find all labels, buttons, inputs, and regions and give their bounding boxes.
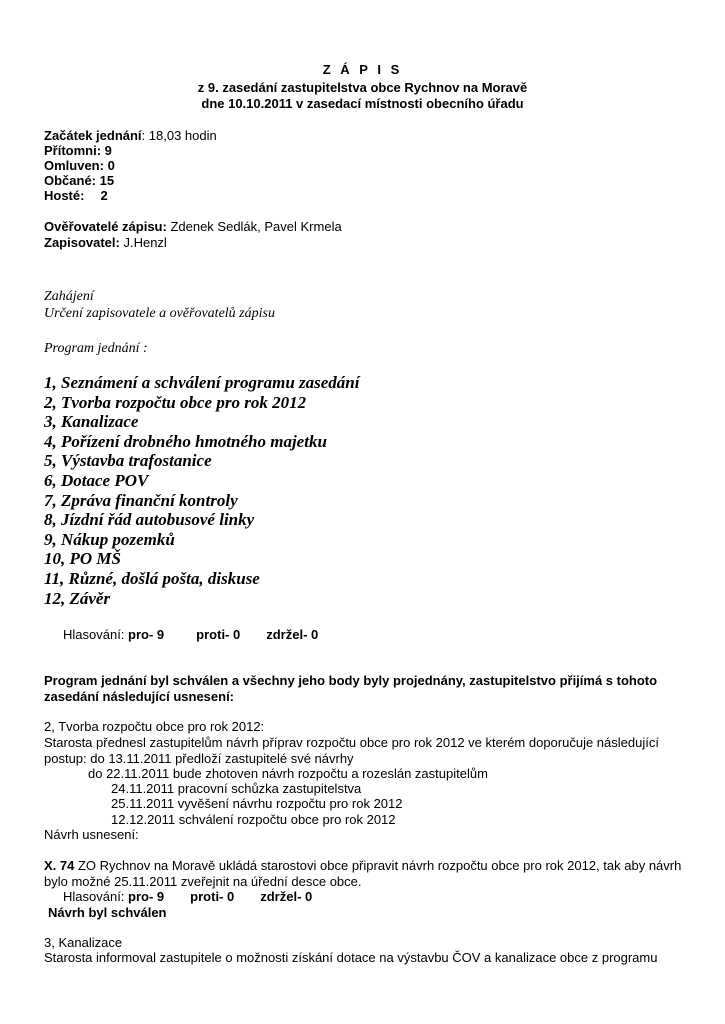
opening-label: Zahájení <box>44 289 94 304</box>
document-date-line: dne 10.10.2011 v zasedací místnosti obecního úřadu <box>201 96 524 111</box>
item3-heading: 3, Kanalizace <box>44 935 123 950</box>
document-title: Z Á P I S <box>322 62 403 77</box>
citizens-count: Občané: 15 <box>44 173 115 188</box>
recorder-value: J.Henzl <box>119 235 167 250</box>
guests-label: Hosté: <box>44 188 85 203</box>
program-item: 5, Výstavba trafostanice <box>44 451 212 471</box>
resolution-approved: Návrh byl schválen <box>48 905 167 920</box>
verifiers-label: Ověřovatelé zápisu: <box>44 219 167 234</box>
program-item: 2, Tvorba rozpočtu obce pro rok 2012 <box>44 392 307 412</box>
start-label: Začátek jednání <box>44 128 142 143</box>
program-item: 4, Pořízení drobného hmotného majetku <box>44 431 327 451</box>
present-count: Přítomni: 9 <box>44 143 112 158</box>
program-item: 6, Dotace POV <box>44 470 149 490</box>
item2-step: 25.11.2011 vyvěšení návrhu rozpočtu pro rok 2012 <box>111 796 403 811</box>
meeting-start <box>44 128 217 143</box>
program-item: 8, Jízdní řád autobusové linky <box>44 510 255 530</box>
resolution-body: ZO Rychnov na Moravě ukládá starostovi obce připravit návrh rozpočtu obce pro rok 2012, tak aby návrh bylo možné 25.11.2011 zveřejnit na úřední desce obce. <box>44 858 682 889</box>
vote-zdrzel: zdržel- 0 <box>260 889 313 904</box>
item2-step: do 22.11.2011 bude zhotoven návrh rozpočtu a rozeslán zastupitelům <box>88 766 488 781</box>
program-item: 11, Různé, došlá pošta, diskuse <box>44 568 260 588</box>
resolution-text <box>44 858 684 889</box>
vote-pro: pro- 9 <box>128 627 165 642</box>
item2-heading: 2, Tvorba rozpočtu obce pro rok 2012: <box>44 719 265 734</box>
start-value: : 18,03 hodin <box>141 128 217 143</box>
vote-label: Hlasování: <box>63 889 129 904</box>
program-label: Program jednání : <box>44 341 148 356</box>
designation-label: Určení zapisovatele a ověřovatelů zápisu <box>44 306 275 321</box>
program-item: 1, Seznámení a schválení programu zasedání <box>44 373 360 392</box>
program-item: 10, PO MŠ <box>44 549 121 569</box>
item2-step: 24.11.2011 pracovní schůzka zastupitelstva <box>111 781 362 796</box>
verifiers-value: Zdenek Sedlák, Pavel Krmela <box>166 219 342 234</box>
verifiers <box>44 219 342 234</box>
guests-count <box>44 188 108 203</box>
item2-text: Starosta přednesl zastupitelům návrh příprav rozpočtu obce pro rok 2012 ve kterém doporučuje následující postup: do 13.11.2011 předloží zastupitelé své návrhy <box>44 735 659 766</box>
proposal-label: Návrh usnesení: <box>44 827 139 842</box>
program-item: 3, Kanalizace <box>44 412 139 432</box>
program-item: 7, Zpráva finanční kontroly <box>44 490 238 510</box>
guests-value: 2 <box>100 188 108 203</box>
vote-pro: pro- 9 <box>128 889 165 904</box>
program-list <box>44 373 360 608</box>
vote-label: Hlasování: <box>63 627 129 642</box>
program-vote <box>63 627 318 642</box>
vote-proti: proti- 0 <box>196 627 241 642</box>
recorder <box>44 235 167 250</box>
resolution-number: X. 74 <box>44 858 75 873</box>
program-item: 12, Závěr <box>44 588 111 608</box>
program-item: 9, Nákup pozemků <box>44 529 175 549</box>
item2-step: 12.12.2011 schválení rozpočtu obce pro rok 2012 <box>111 812 396 827</box>
vote-zdrzel: zdržel- 0 <box>266 627 319 642</box>
document-subtitle: z 9. zasedání zastupitelstva obce Rychnov na Moravě <box>197 80 528 95</box>
item3-text: Starosta informoval zastupitele o možnosti získání dotace na výstavbu ČOV a kanalizace obce z programu <box>44 950 658 965</box>
recorder-label: Zapisovatel: <box>44 235 120 250</box>
excused-count: Omluven: 0 <box>44 158 115 173</box>
resolution-vote <box>63 889 312 904</box>
vote-proti: proti- 0 <box>190 889 235 904</box>
approval-statement: Program jednání byl schválen a všechny jeho body byly projednány, zastupitelstvo přijímá s tohoto zasedání následující usnesení: <box>44 673 658 704</box>
